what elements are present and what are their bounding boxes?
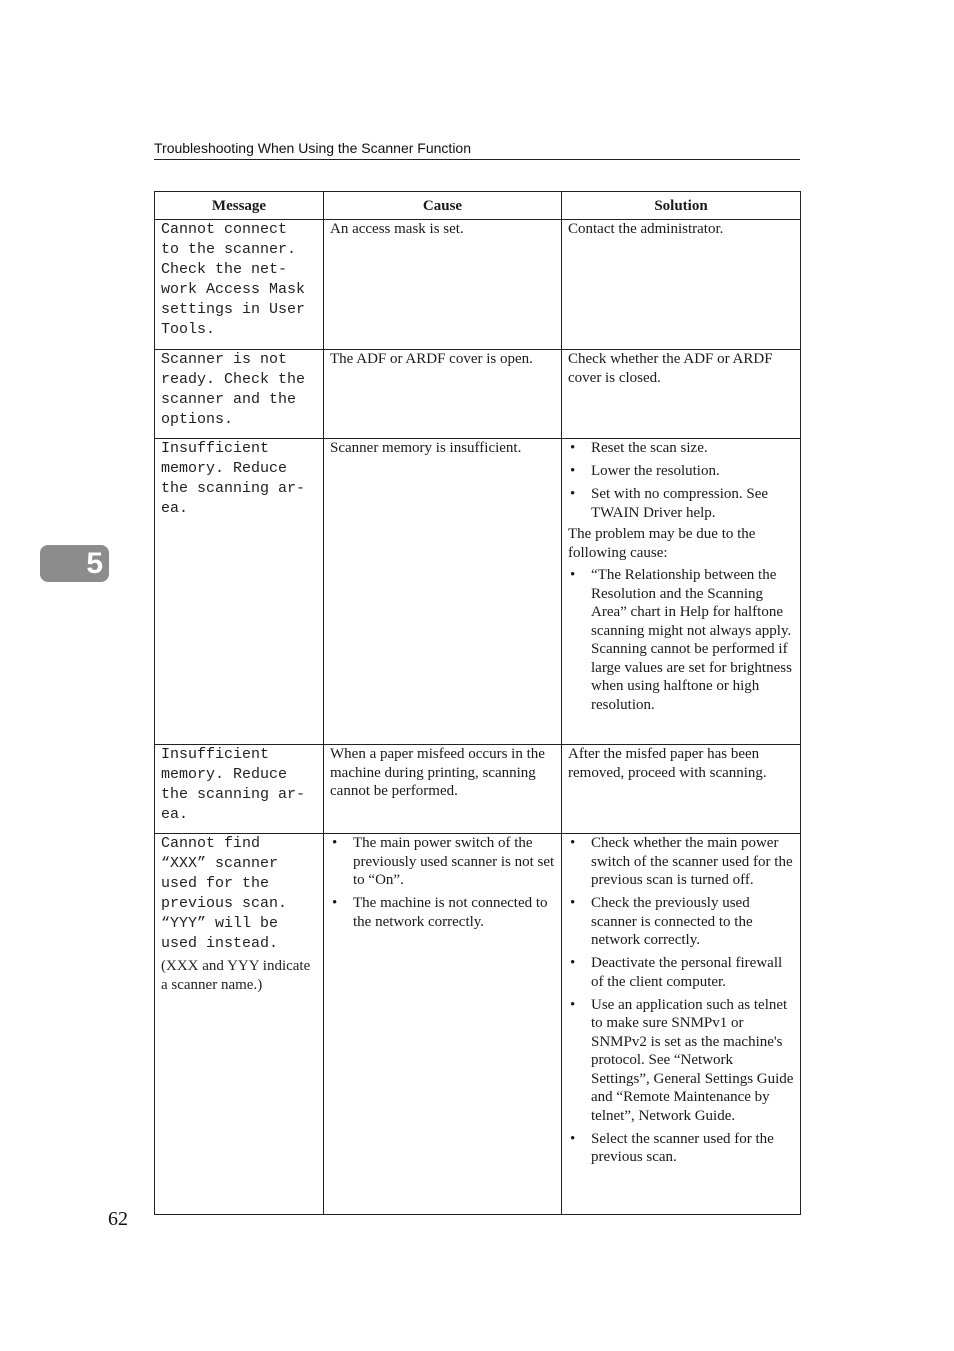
table-row <box>155 834 801 1215</box>
cause-list <box>330 834 555 931</box>
solution-text: Contact the administrator. <box>568 221 724 237</box>
solution-cell <box>562 220 801 350</box>
cause-cell <box>324 745 562 834</box>
solution-text: After the misfed paper has been removed, proceed with scanning. <box>568 746 767 781</box>
cause-cell <box>324 439 562 745</box>
list-item: • Check whether the main power switch of the scanner used for the previous scan is turned off. <box>568 834 794 890</box>
list-item: • “The Relationship between the Resolution and the Scanning Area” chart in Help for halftone scanning might not always apply. Scanning cannot be performed if large values are set for brightness when using halftone or high resolution. <box>568 566 794 714</box>
troubleshooting-table <box>154 191 801 1215</box>
list-item: • Deactivate the personal firewall of the client computer. <box>568 954 794 991</box>
error-message: Cannot connect to the scanner. Check the net- work Access Mask settings in User Tools. <box>161 221 306 338</box>
list-item: • Check the previously used scanner is connected to the network correctly. <box>568 894 794 950</box>
message-cell <box>155 439 324 745</box>
solution-paragraph: The problem may be due to the following cause: <box>568 526 756 561</box>
error-message: Insufficient memory. Reduce the scanning ar- ea. <box>161 440 306 517</box>
list-item: • The main power switch of the previously used scanner is not set to “On”. <box>330 834 555 890</box>
table-header-row <box>155 192 801 220</box>
column-header-message: Message <box>155 192 324 220</box>
error-message: Scanner is not ready. Check the scanner and the options. <box>161 351 306 428</box>
list-item: • Lower the resolution. <box>568 462 794 481</box>
column-header-solution: Solution <box>562 192 801 220</box>
solution-cell <box>562 350 801 439</box>
list-item: • Set with no compression. See TWAIN Driver help. <box>568 485 794 522</box>
message-cell <box>155 745 324 834</box>
cause-text: An access mask is set. <box>330 221 464 237</box>
solution-list <box>568 834 794 1167</box>
error-message: Insufficient memory. Reduce the scanning ar- ea. <box>161 746 306 823</box>
list-item: • The machine is not connected to the network correctly. <box>330 894 555 931</box>
list-item: • Use an application such as telnet to make sure SNMPv1 or SNMPv2 is set as the machine's protocol. See “Network Settings”, General Settings Guide and “Remote Maintenance by telnet”, Network Guide. <box>568 996 794 1126</box>
solution-list <box>568 439 794 522</box>
message-note: (XXX and YYY indicate a scanner name.) <box>161 958 311 993</box>
cause-text: Scanner memory is insufficient. <box>330 440 522 456</box>
table-row <box>155 350 801 439</box>
list-item: • Select the scanner used for the previous scan. <box>568 1130 794 1167</box>
solution-list <box>568 566 794 714</box>
chapter-tab: 5 <box>40 545 109 582</box>
cause-text: The ADF or ARDF cover is open. <box>330 351 533 367</box>
solution-text: Check whether the ADF or ARDF cover is closed. <box>568 351 773 386</box>
table-row <box>155 220 801 350</box>
message-cell <box>155 350 324 439</box>
solution-cell <box>562 439 801 745</box>
table-row <box>155 745 801 834</box>
cause-text: When a paper misfeed occurs in the machine during printing, scanning cannot be performed. <box>330 746 545 799</box>
list-item: • Reset the scan size. <box>568 439 794 458</box>
message-cell <box>155 834 324 1215</box>
cause-cell <box>324 220 562 350</box>
cause-cell <box>324 350 562 439</box>
error-message: Cannot find “XXX” scanner used for the previous scan. “YYY” will be used instead. <box>161 835 288 952</box>
column-header-cause: Cause <box>324 192 562 220</box>
page-number: 62 <box>108 1208 128 1230</box>
solution-cell <box>562 745 801 834</box>
solution-cell <box>562 834 801 1215</box>
message-cell <box>155 220 324 350</box>
running-header: Troubleshooting When Using the Scanner Function <box>154 139 800 160</box>
table-row <box>155 439 801 745</box>
cause-cell <box>324 834 562 1215</box>
